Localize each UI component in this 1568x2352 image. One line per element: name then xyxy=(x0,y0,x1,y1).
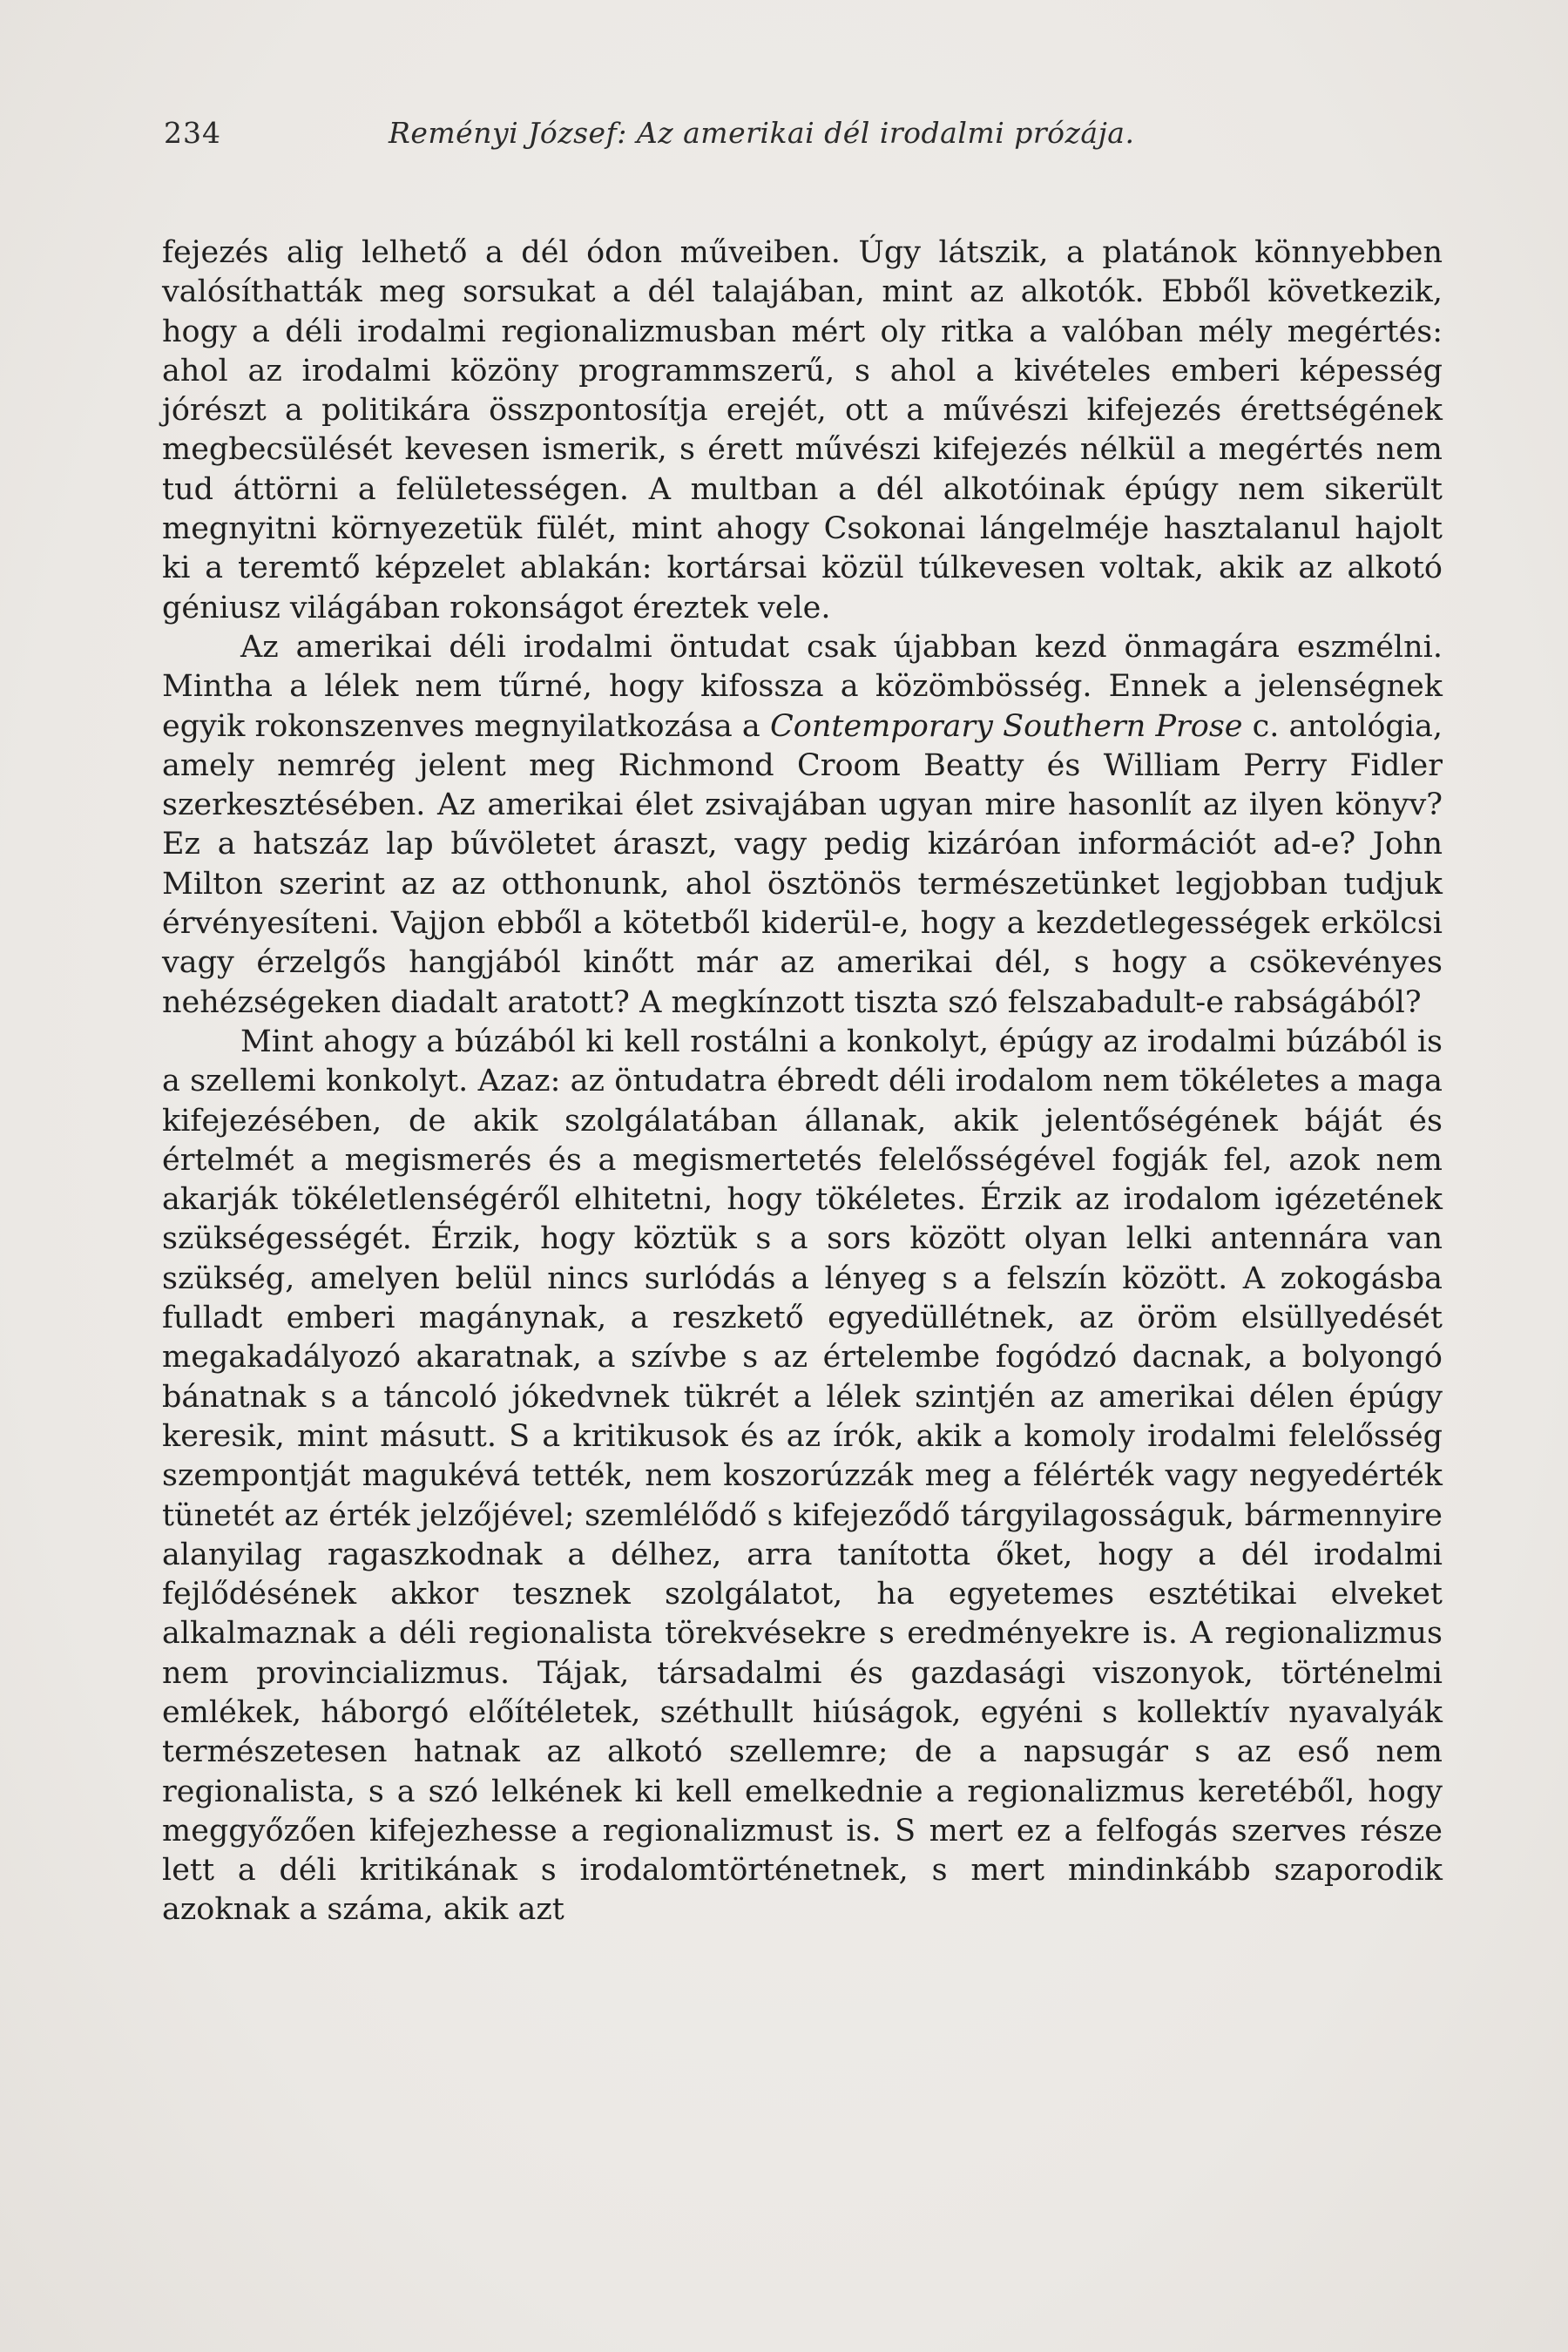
anthology-title: Contemporary Southern Prose xyxy=(769,708,1243,744)
paragraph-1: fejezés alig lelhető a dél ódon műveiben. Úgy látszik, a platánok könnyebben valósíthatták meg sorsukat a dél talajában, mint az alkotók. Ebből következik, hogy a déli irodalmi regionalizmusban mért oly ritka a valóban mély megértés: ahol az irodalmi közöny programmszerű, s ahol a kivételes emberi képesség jórészt a politikára összpontosítja erejét, ott a művészi kifejezés érettségének megbecsülését kevesen ismerik, s érett művészi kifejezés nélkül a megértés nem tud áttörni a felületességen. A multban a dél alkotóinak épúgy nem sikerült megnyitni környezetük fülét, mint ahogy Csokonai lángelméje hasztalanul hajolt ki a teremtő képzelet ablakán: kortársai közül túlkevesen voltak, akik az alkotó géniusz világában rokonságot éreztek vele. xyxy=(162,235,1443,625)
paragraph-3: Mint ahogy a búzából ki kell rostálni a konkolyt, épúgy az irodalmi búzából is a szellemi konkolyt. Azaz: az öntudatra ébredt déli irodalom nem tökéletes a maga kifejezésében, de akik szolgálatában állanak, akik jelentőségének báját és értelmét a megismerés és a megismertetés felelősségével fogják fel, azok nem akarják tökéletlenségéről elhitetni, hogy tökéletes. Érzik az irodalom igézetének szükségességét. Érzik, hogy köztük s a sors között olyan lelki antennára van szükség, amelyen belül nincs surlódás a lényeg s a felszín között. A zokogásba fulladt emberi magánynak, a reszkető egyedüllétnek, az öröm elsüllyedését megakadályozó akaratnak, a szívbe s az értelembe fogódzó dacnak, a bolyongó bánatnak s a táncoló jókedvnek tükrét a lélek szintjén az amerikai délen épúgy keresik, mint másutt. S a kritikusok és az írók, akik a komoly irodalmi felelősség szempontját magukévá tették, nem koszorúzzák meg a félérték vagy negyedérték tünetét az érték jelzőjével; szemlélődő s kifejeződő tárgyilagosságuk, bármennyire alanyilag ragaszkodnak a délhez, arra tanította őket, hogy a dél irodalmi fejlődésének akkor tesznek szolgálatot, ha egyetemes esztétikai elveket alkalmaznak a déli regionalista törekvésekre s eredményekre is. A regionalizmus nem provincializmus. Tájak, társadalmi és gazdasági viszonyok, történelmi emlékek, háborgó előítéletek, széthullt hiúságok, egyéni s kollektív nyavalyák természetesen hatnak az alkotó szellemre; de a napsugár s az eső nem regionalista, s a szó lelkének ki kell emelkednie a regionalizmus keretéből, hogy meggyőzően kifejezhesse a regionalizmust is. S mert ez a felfogás szerves része lett a déli kritikának s irodalomtörténetnek, s mert mindinkább szaporodik azoknak a száma, akik azt xyxy=(162,1024,1443,1928)
running-head xyxy=(164,116,1418,168)
page-number: 234 xyxy=(164,116,221,150)
paragraph-2-text-after: c. antológia, amely nemrég jelent meg Richmond Croom Beatty és William Perry Fidler szerkesztésében. Az amerikai élet zsivajában ugyan mire hasonlít az ilyen könyv? Ez a hatszáz lap bűvöletet áraszt, vagy pedig kizáróan információt ad-e? John Milton szerint az az otthonunk, ahol ösztönös természetünket legjobban tudjuk érvényesíteni. Vajjon ebből a kötetből kiderül-e, hogy a kezdetlegességek erkölcsi vagy érzelgős hangjából kinőtt már az amerikai dél, s hogy a csökevényes nehézségeken diadalt aratott? A megkínzott tiszta szó felszabadult-e rabságából? xyxy=(162,708,1443,1020)
running-title: Reményi József: Az amerikai dél irodalmi prózája. xyxy=(389,116,1135,150)
paragraph-2 xyxy=(162,628,1443,1023)
body-text xyxy=(162,233,1443,2289)
paragraph-2-text-before: Az amerikai déli irodalmi öntudat csak újabban kezd önmagára eszmélni. Mintha a lélek nem tűrné, hogy kifossza a közömbösség. Ennek a jelenségnek egyik rokonszenves megnyilatkozása a xyxy=(162,629,1443,744)
